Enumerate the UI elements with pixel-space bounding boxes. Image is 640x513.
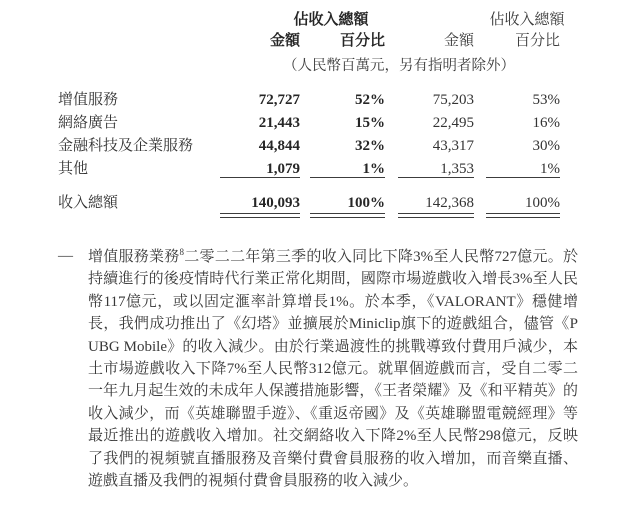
col-header-pct-left: 百分比 xyxy=(339,33,385,49)
unit-note: （人民幣百萬元，另有指明者除外） xyxy=(283,58,515,74)
total-double-rule xyxy=(220,213,300,218)
paragraph-lead: 增值服務業務 xyxy=(88,249,180,265)
pct-left-cell: 32% xyxy=(355,138,385,154)
row-label: 增值服務 xyxy=(58,92,119,108)
amount-left-cell: 44,844 xyxy=(258,138,300,154)
row-label: 金融科技及企業服務 xyxy=(58,138,194,154)
col-header-amount-right: 金額 xyxy=(443,33,474,49)
total-label: 收入總額 xyxy=(58,195,119,211)
amount-right-cell: 75,203 xyxy=(432,92,474,108)
amount-left-cell: 1,079 xyxy=(266,161,300,177)
amount-left-cell: 21,443 xyxy=(258,115,300,131)
amount-right-cell: 43,317 xyxy=(432,138,474,154)
group-header-right: 佔收入總額 xyxy=(489,12,565,28)
total-double-rule xyxy=(398,213,474,218)
total-pct-left-cell: 100% xyxy=(347,195,385,211)
amount-right-cell: 1,353 xyxy=(440,161,474,177)
pct-right-cell: 16% xyxy=(532,115,560,131)
total-pct-right-cell: 100% xyxy=(525,195,560,211)
subtotal-rule xyxy=(220,177,300,178)
amount-right-cell: 22,495 xyxy=(432,115,474,131)
subtotal-rule xyxy=(310,177,385,178)
pct-left-cell: 1% xyxy=(362,161,385,177)
paragraph-body: 二零二二年第三季的收入同比下降3%至人民幣727億元。於持續進行的後疫情時代行業正常化期間，國際市場遊戲收入增長3%至人民幣117億元，或以固定滙率計算增長1%。於本季，《VALORANT》穩健增長，我們成功推出了《幻塔》並擴展於Miniclip旗下的遊戲組合，儘管《PUBG Mobile》的收入減少。由於行業過渡性的挑戰導致付費用戶減少，本土市場遊戲收入下降7%至人民幣312億元。就單個遊戲而言，受自二零二一年九月起生效的未成年人保護措施影響，《王者榮耀》及《和平精英》的收入減少，而《英雄聯盟手遊》、《重返帝國》及《英雄聯盟電競經理》等最近推出的遊戲收入增加。社交網絡收入下降2%至人民幣298億元，反映了我們的視頻號直播服務及音樂付費會員服務的收入增加，而音樂直播、遊戲直播及我們的視頻付費會員服務的收入減少。 xyxy=(88,249,578,490)
total-double-rule xyxy=(486,213,560,218)
list-dash-bullet: — xyxy=(58,248,73,264)
total-amount-right-cell: 142,368 xyxy=(425,195,474,211)
total-double-rule xyxy=(310,213,385,218)
subtotal-rule xyxy=(486,177,560,178)
pct-left-cell: 15% xyxy=(355,115,385,131)
footnote-superscript: 8 xyxy=(179,247,185,257)
col-header-amount-left: 金額 xyxy=(269,33,300,49)
col-header-pct-right: 百分比 xyxy=(514,33,560,49)
row-label: 其他 xyxy=(58,161,89,177)
pct-right-cell: 53% xyxy=(532,92,560,108)
pct-left-cell: 52% xyxy=(355,92,385,108)
row-label: 網絡廣告 xyxy=(58,115,119,131)
group-header-left: 佔收入總額 xyxy=(293,12,369,28)
subtotal-rule xyxy=(398,177,474,178)
total-amount-left-cell: 140,093 xyxy=(251,195,300,211)
vas-commentary-paragraph xyxy=(88,246,578,492)
pct-right-cell: 30% xyxy=(532,138,560,154)
amount-left-cell: 72,727 xyxy=(258,92,300,108)
pct-right-cell: 1% xyxy=(540,161,560,177)
